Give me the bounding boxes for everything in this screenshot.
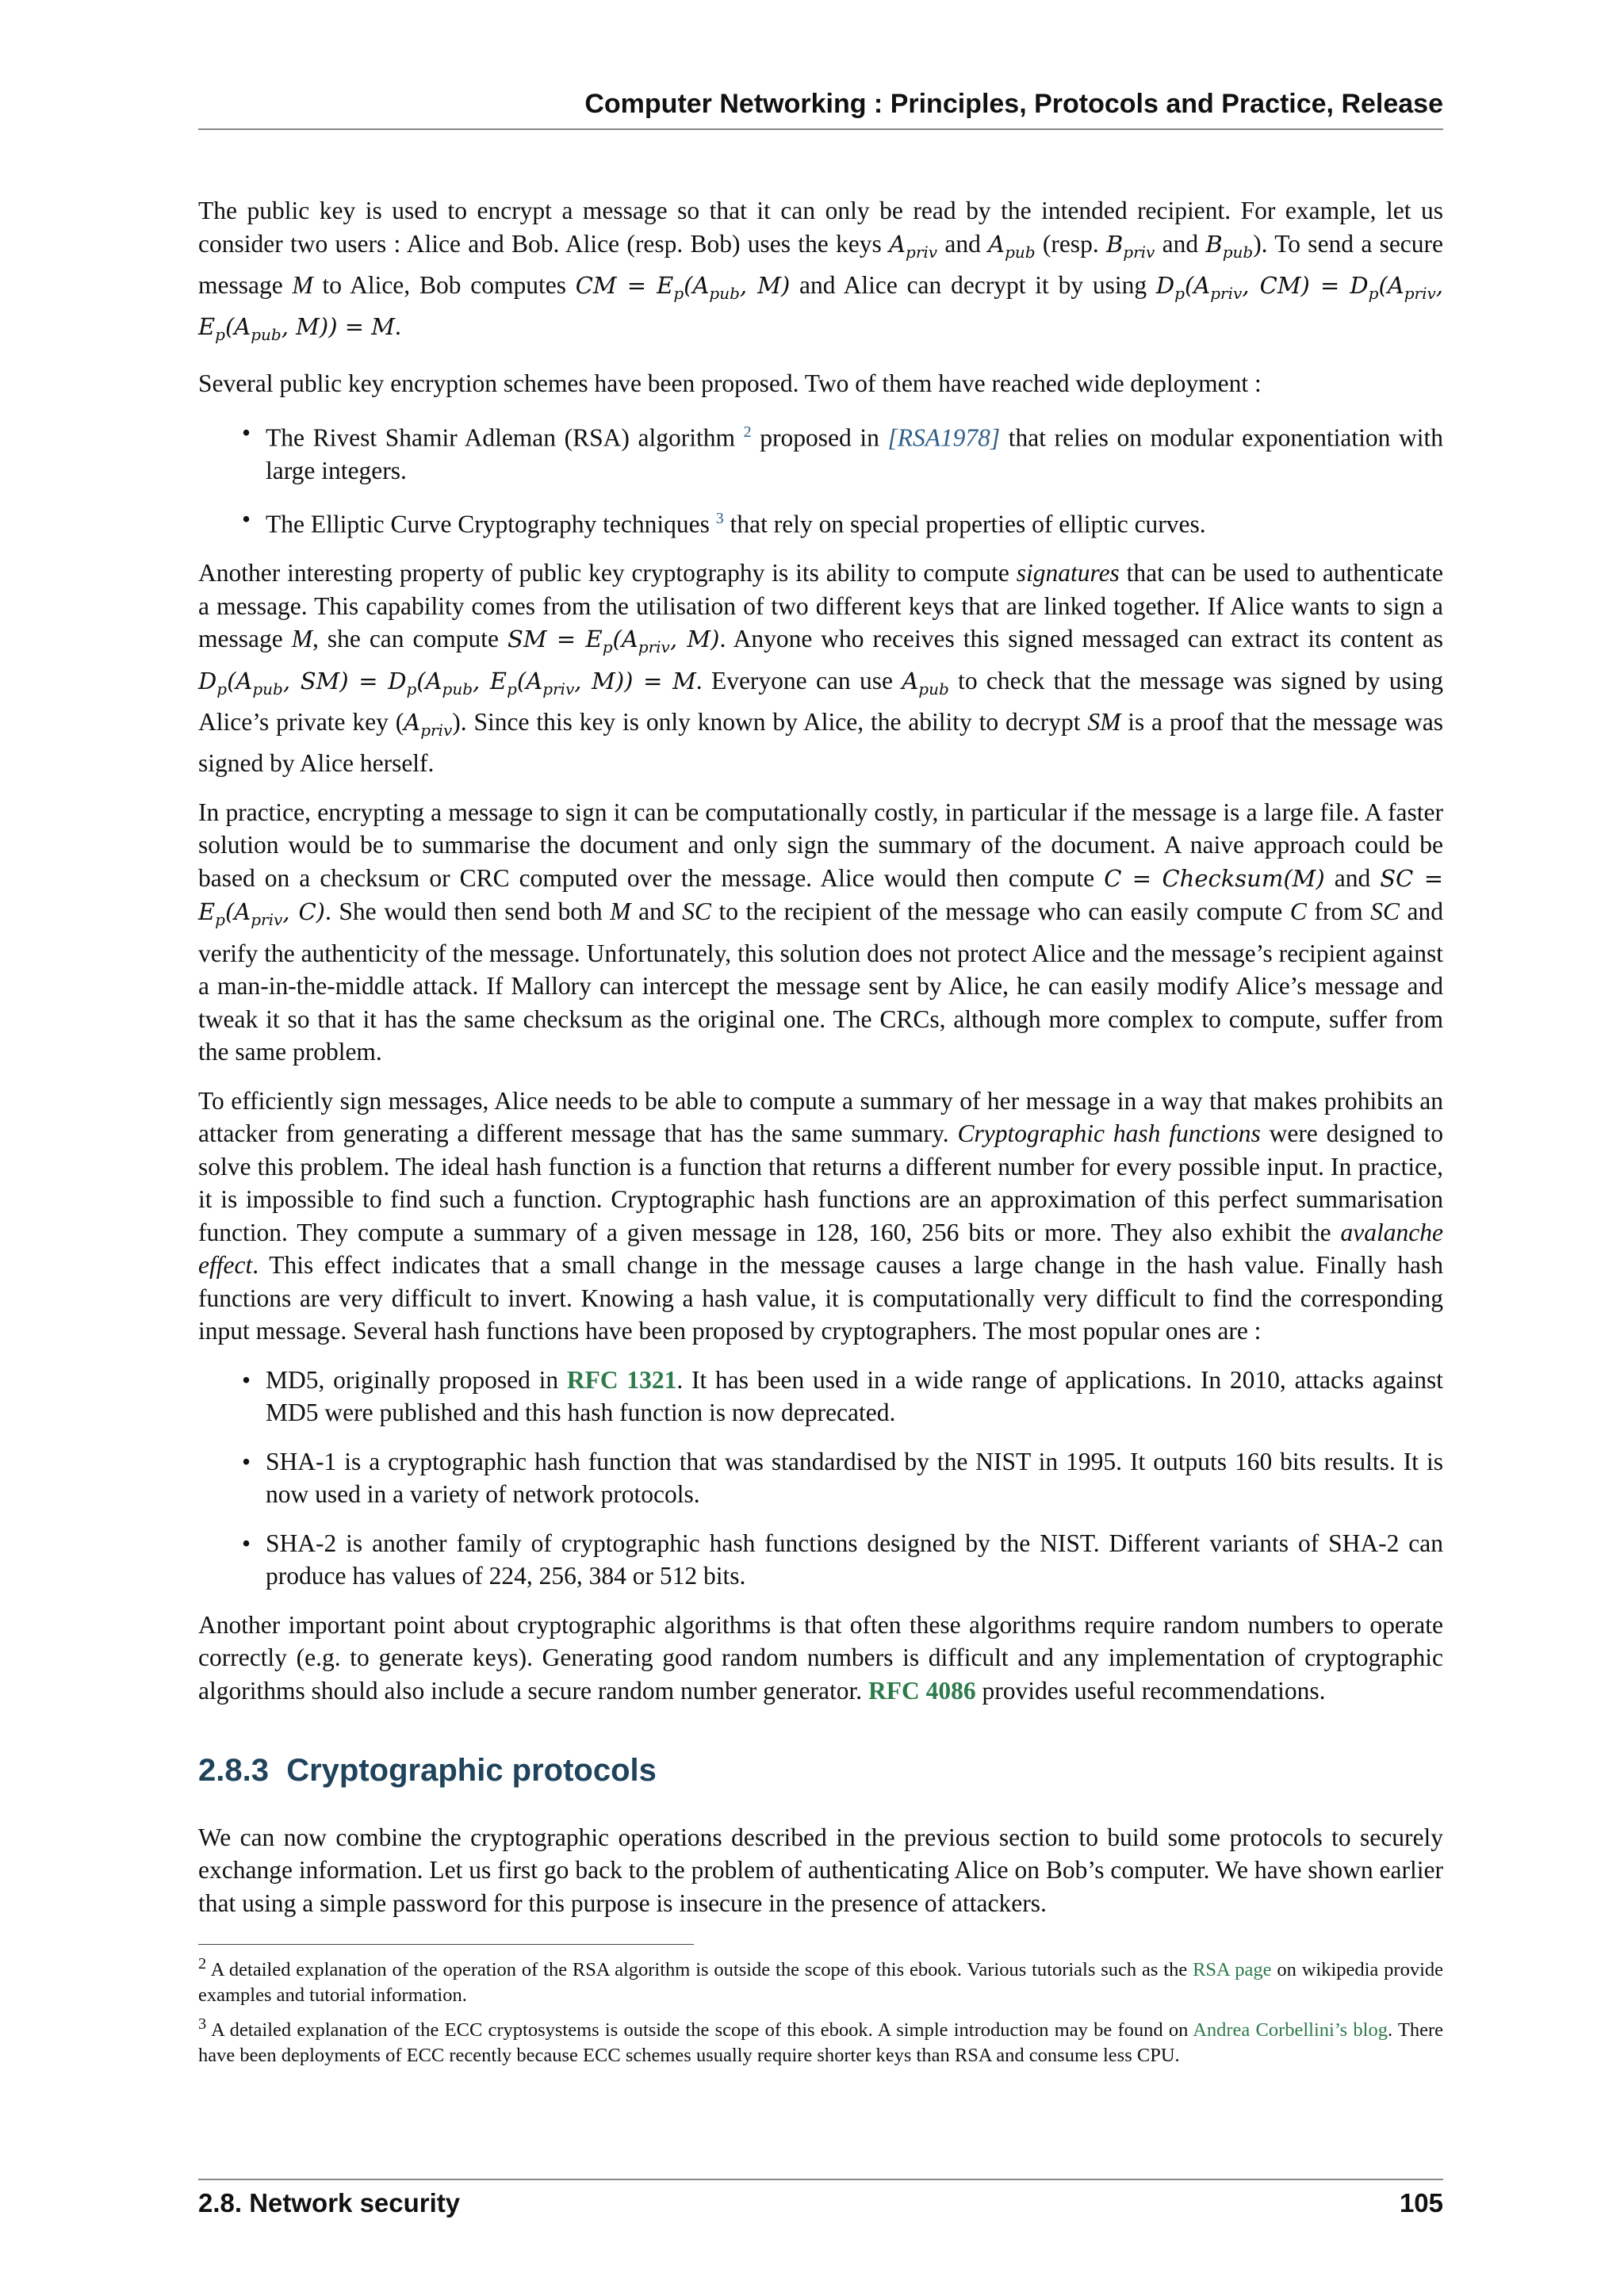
running-header: Computer Networking : Principles, Protocols and Practice, Release [584,89,1443,119]
list-item-sha1: • SHA-1 is a cryptographic hash function that was standardised by the NIST in 1995. It outputs 160 bits results. It is now used in a variety of network protocols. [266,1445,1443,1511]
footnotes [198,1944,1443,2072]
footnote-3: $^3$ A detailed explanation of the ECC cryptosystems is outside the scope of this ebook. A simple introduction may be found on Andrea Corbellini’s blog. There have been deployments of ECC recently because ECC schemes usually require shorter keys than RSA and consume less CPU. [198,2015,1443,2067]
footnote-ref-2[interactable]: 2 [743,423,752,441]
citation-rsa1978[interactable]: [RSA1978] [887,423,1001,452]
list-item-rsa: • The Rivest Shamir Adleman (RSA) algorithm $^2$ proposed in [RSA1978] that relies on modular exponentiation with large integers. [266,416,1443,488]
paragraph-signatures: Another interesting property of public key cryptography is its ability to compute signatures that can be used to authenticate a message. This capability comes from the utilisation of two different keys that are linked together. If Alice wants to sign a message M, she can compute SM = $E_p(A_{priv}$, M). Anyone who receives this signed messaged can extract its content as $D_p(A_{pub}$, $SM) = D_p(A_{pub}$, $E_p(A_{priv}$, M)) = M. Everyone can use $A_{pub}$ to check that the message was signed by using Alice’s private key $(A_{priv})$. Since this key is only known by Alice, the ability to decrypt SM is a proof that the message was signed by Alice herself. [198,559,1444,778]
rfc-4086-link[interactable]: RFC 4086 [868,1676,976,1705]
footer-rule [198,2179,1443,2180]
paragraph-public-key: The public key is used to encrypt a message so that it can only be read by the intended recipient. For example, let us consider two users : Alice and Bob. Alice (resp. Bob) uses the keys $A_{priv}$ and $A_{pub}$ (resp. $B_{priv}$ and $B_{pub}$). To send a secure message M to Alice, Bob computes CM = $E_p(A_{pub}$, M) and Alice can decrypt it by using $D_p(A_{priv}$, $CM) = D_p(A_{priv}$, $E_p(A_{pub}$, M)) = M. [198,197,1444,344]
rfc-1321-link[interactable]: RFC 1321 [566,1365,677,1394]
paragraph-checksum: In practice, encrypting a message to sign it can be computationally costly, in particular if the message is a large file. A faster solution would be to summarise the document and only sign the summary of the document. A naive approach could be based on a checksum or CRC computed over the message. Alice would then compute C = Checksum(M) and SC = $E_p(A_{priv}$, C). She would then send both M and SC to the recipient of the message who can easily compute C from SC and verify the authenticity of the message. Unfortunately, this solution does not protect Alice and the message’s recipient against a man-in-the-middle attack. If Mallory can intercept the message sent by Alice, he can easily modify Alice’s message and tweak it so that it has the same checksum as the original one. The CRCs, although more complex to compute, suffer from the same problem. [198,798,1444,1066]
encryption-schemes-list [198,416,1443,541]
footnote-rule [198,1944,694,1945]
paragraph-protocols: We can now combine the cryptographic operations described in the previous section to build some protocols to securely exchange information. Let us first go back to the problem of authenticating Alice on Bob’s computer. We have shown earlier that using a simple password for this purpose is insecure in the presence of attackers. [198,1823,1443,1917]
paragraph-hash-functions: To efficiently sign messages, Alice needs to be able to compute a summary of her message in a way that makes prohibits an attacker from generating a different message that has the same summary. Cryptographic hash functions were designed to solve this problem. The ideal hash function is a function that returns a different number for every possible input. In practice, it is impossible to find such a function. Cryptographic hash functions are an approximation of this perfect summarisation function. They compute a summary of a given message in 128, 160, 256 bits or more. They also exhibit the avalanche effect. This effect indicates that a small change in the message causes a large change in the hash value. Finally hash functions are very difficult to invert. Knowing a hash value, it is computationally very difficult to find the corresponding input message. Several hash functions have been proposed by cryptographers. The most popular ones are : [198,1086,1444,1345]
paragraph-random-numbers: Another important point about cryptographic algorithms is that often these algorithms require random numbers to operate correctly (e.g. to generate keys). Generating good random numbers is difficult and any implementation of cryptographic algorithms should also include a secure random number generator. RFC 4086 provides useful recommendations. [198,1610,1443,1705]
list-item-sha2: • SHA-2 is another family of cryptographic hash functions designed by the NIST. Different variants of SHA-2 can produce has values of 224, 256, 384 or 512 bits. [266,1527,1443,1593]
rsa-page-link[interactable]: RSA page [1193,1959,1272,1981]
footnote-ref-3[interactable]: 3 [715,510,724,528]
header-rule [198,128,1443,130]
paragraph-schemes: Several public key encryption schemes have been proposed. Two of them have reached wide deployment : [198,369,1262,398]
list-item-md5: • MD5, originally proposed in RFC 1321. It has been used in a wide range of applications. In 2010, attacks against MD5 were published and this hash function is now deprecated. [266,1364,1443,1429]
footer-section: 2.8. Network security [198,2188,461,2218]
section-heading: 2.8.3 Cryptographic protocols [198,1753,657,1789]
page-number: 105 [1399,2188,1443,2218]
corbellini-blog-link[interactable]: Andrea Corbellini’s blog [1193,2019,1388,2042]
hash-functions-list [198,1364,1443,1593]
list-item-ecc: • The Elliptic Curve Cryptography techniques $^3$ that rely on special properties of elliptic curves. [266,503,1443,541]
main-body [198,194,1443,1935]
footnote-2: $^2$ A detailed explanation of the operation of the RSA algorithm is outside the scope of this ebook. Various tutorials such as the RSA page on wikipedia provide examples and tutorial information. [198,1955,1444,2007]
